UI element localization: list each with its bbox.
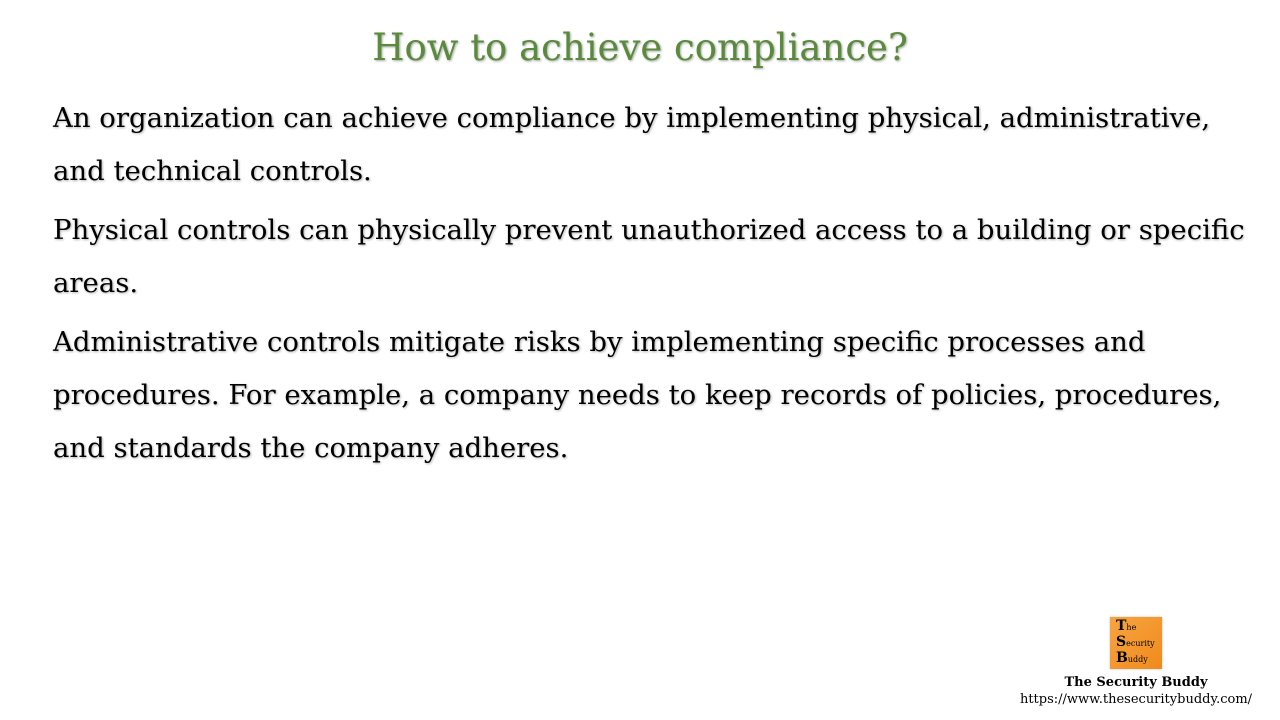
brand-url: https://www.thesecuritybuddy.com/ [1019, 692, 1253, 707]
logo-line-the: The [1116, 618, 1137, 634]
paragraph-administrative-controls: Administrative controls mitigate risks by implementing specific processes and procedures. For example, a company needs to keep records of policies, procedures, and standards the company adheres. [53, 326, 1222, 464]
logo-line-buddy: Buddy [1116, 650, 1148, 666]
slide-body [53, 92, 1253, 481]
paragraph-physical-controls: Physical controls can physically prevent unauthorized access to a building or specific areas. [53, 214, 1245, 299]
brand-name: The Security Buddy [1064, 675, 1208, 690]
branding-footer [1006, 617, 1266, 708]
logo-line-security: Security [1116, 634, 1155, 650]
security-buddy-logo [1110, 617, 1162, 669]
paragraph-compliance-overview: An organization can achieve compliance by implementing physical, administrative, and technical controls. [53, 102, 1211, 187]
slide-title: How to achieve compliance? [372, 26, 908, 69]
